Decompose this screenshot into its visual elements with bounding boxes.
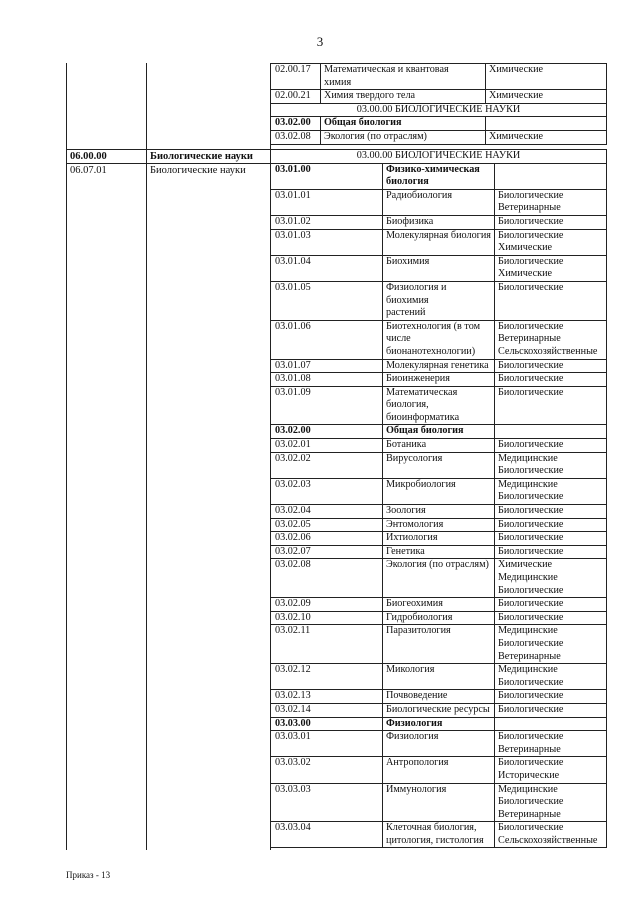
cell-text: Химические [498,268,553,280]
cell-text: Биологические [498,320,564,332]
specialty-code: 03.02.13 [271,690,383,704]
specialty-code: 03.02.09 [271,598,383,612]
cell-text: Биологические [498,189,564,201]
cell-text: Исторические [498,769,560,781]
table-row [271,690,607,704]
table-row [271,373,607,387]
cell-text: Антропология [386,757,449,769]
science-branch [495,163,607,189]
cell-text: Биологические [498,505,564,517]
cell-text: Биологические [498,703,564,715]
specialty-code: 03.01.00 [271,163,383,189]
specialty-code: 03.03.03 [271,783,383,822]
specialty-name [383,518,495,532]
specialty-code: 03.01.08 [271,373,383,387]
specialty-name [383,690,495,704]
cell-text: Биологические [498,518,564,530]
science-branch [486,117,607,131]
specialty-name [383,320,495,359]
specialty-code: 03.02.10 [271,611,383,625]
specialty-code: 03.03.04 [271,822,383,848]
cell-text: Биологические [498,491,564,503]
cell-text: Биологические [498,822,564,834]
specialty-code: 02.00.17 [271,64,321,90]
specialty-name [383,505,495,519]
specialty-name [383,717,495,731]
table-row [271,559,607,598]
cell-text: цитология, гистология [386,834,484,846]
cell-text: Химические [498,559,553,571]
specialty-name [383,359,495,373]
science-branch [495,690,607,704]
cell-text: Биологические [498,731,564,743]
specialty-code: 03.02.00 [271,425,383,439]
specialty-name [321,130,486,144]
table-row [271,439,607,453]
cell-text: Биологические [498,796,564,808]
science-branch [495,559,607,598]
table-row [271,545,607,559]
cell-text: Биогеохимия [386,598,443,610]
document-table [66,63,607,850]
science-branch [495,518,607,532]
specialty-code: 03.01.06 [271,320,383,359]
table-row [271,386,607,425]
science-branch [495,452,607,478]
cell-text: Физиология и биохимия [386,281,447,306]
science-branch [486,130,607,144]
cell-text: Микробиология [386,478,456,490]
specialty-name [321,90,486,104]
science-branch [495,229,607,255]
cell-text: химия [324,76,352,88]
specialty-code: 02.00.21 [271,90,321,104]
cell-text: Почвоведение [386,690,448,702]
cell-text: растений [386,307,426,319]
table-row [271,64,607,90]
specialty-name [383,559,495,598]
cell-text: Биологические [498,757,564,769]
specialty-name [383,625,495,664]
specialty-code: 03.02.06 [271,532,383,546]
science-branch [495,532,607,546]
specialty-code: 03.02.08 [271,559,383,598]
specialty-name [383,664,495,690]
section-title: 03.00.00 БИОЛОГИЧЕСКИЕ НАУКИ [271,103,607,117]
cell-text: Сельскохозяйственные [498,834,598,846]
row-title: Биологические науки [150,165,246,176]
table-row [271,359,607,373]
row-title: Биологические науки [150,151,253,162]
cell-text: Вирусология [386,452,443,464]
specialty-name [383,281,495,320]
specialty-name [383,373,495,387]
cell-text: Химия твердого тела [324,90,416,102]
specialty-code: 03.03.01 [271,731,383,757]
cell-text: Биологические [498,386,564,398]
group-row [271,425,607,439]
science-branch [495,611,607,625]
cell-text: Экология (по отраслям) [324,130,427,142]
cell-text: Экология (по отраслям) [386,559,489,571]
specialty-code: 03.02.00 [271,117,321,131]
cell-text: Химические [489,64,544,75]
specialty-code: 03.01.09 [271,386,383,425]
cell-text: Ветеринарные [498,650,561,662]
table-row [271,215,607,229]
table-row [271,611,607,625]
cell-text: Медицинские [498,572,558,583]
specialty-code: 03.02.05 [271,518,383,532]
specialty-name [383,386,495,425]
science-branch [495,703,607,717]
specialty-code: 03.03.00 [271,717,383,731]
cell-text: Медицинские [498,783,558,795]
specialty-name [383,757,495,783]
group-row [271,163,607,189]
cell-text: Энтомология [386,518,444,530]
section-row [271,103,607,117]
table-row [271,664,607,690]
science-branch [495,717,607,731]
table-row [271,229,607,255]
cell-text: Ветеринарные [498,743,561,755]
cell-text: Биологические [498,281,564,293]
top-table [270,63,607,145]
cell-text: Математическая и квантовая [324,64,449,75]
science-branch [495,757,607,783]
science-branch [486,90,607,104]
row-code: 06.00.00 [70,151,107,162]
cell-text: Биологические [498,598,564,610]
science-branch [495,598,607,612]
specialty-name [321,117,486,131]
cell-text: Биологические [498,359,564,371]
specialty-code: 03.01.02 [271,215,383,229]
specialty-name [383,425,495,439]
science-branch [495,215,607,229]
cell-text: Ветеринарные [498,202,561,214]
main-table [270,149,607,848]
cell-text: Биологические [498,545,564,557]
cell-text: Ветеринарные [498,333,561,345]
cell-text: Математическая биология, [386,386,458,411]
cell-text: Общая биология [386,425,464,437]
specialty-name [383,163,495,189]
section-title: 03.00.00 БИОЛОГИЧЕСКИЕ НАУКИ [271,150,607,164]
footer-note: Приказ - 13 [66,870,111,880]
section-row [271,150,607,164]
cell-text: Ботаника [386,439,427,451]
science-branch [486,64,607,90]
specialty-code: 03.01.04 [271,255,383,281]
specialty-name [383,822,495,848]
specialty-name [383,611,495,625]
specialty-name [321,64,486,90]
row-divider [66,149,270,150]
cell-text: Биологические [498,637,564,649]
specialty-code: 03.02.04 [271,505,383,519]
cell-text: Биологические [498,373,564,385]
cell-text: Химические [489,90,544,102]
table-row [271,452,607,478]
specialty-name [383,255,495,281]
cell-text: Биологические [498,229,564,241]
specialty-code: 03.02.11 [271,625,383,664]
specialty-name [383,189,495,215]
cell-text: Биологические [498,439,564,451]
cell-text: Биологические [498,465,564,477]
science-branch [495,320,607,359]
cell-text: Химические [489,130,544,142]
specialty-code: 03.01.01 [271,189,383,215]
specialty-name [383,439,495,453]
specialty-code: 03.01.07 [271,359,383,373]
group-row [271,117,607,131]
science-branch [495,822,607,848]
table-row [271,598,607,612]
science-branch [495,359,607,373]
table-row [271,757,607,783]
cell-text: Молекулярная генетика [386,359,489,371]
cell-text: Биотехнология (в том числе [386,320,481,345]
science-branch [495,439,607,453]
science-branch [495,664,607,690]
cell-text: Биологические ресурсы [386,703,490,715]
left-border [66,63,67,850]
specialty-code: 03.01.03 [271,229,383,255]
specialty-name [383,532,495,546]
science-branch [495,731,607,757]
cell-text: Биоинженерия [386,373,450,385]
cell-text: биоинформатика [386,411,460,423]
specialty-code: 03.02.02 [271,452,383,478]
table-row [271,281,607,320]
science-branch [495,505,607,519]
column-divider [146,63,147,850]
cell-text: Иммунология [386,783,447,795]
table-row [271,189,607,215]
science-branch [495,625,607,664]
cell-text: Генетика [386,545,425,557]
cell-text: Ихтиология [386,532,438,544]
science-branch [495,281,607,320]
cell-text: Биофизика [386,215,434,227]
specialty-code: 03.02.07 [271,545,383,559]
cell-text: бионанотехнологии) [386,345,476,357]
science-branch [495,783,607,822]
science-branch [495,386,607,425]
table-row [271,130,607,144]
page-number: 3 [316,34,324,49]
specialty-name [383,229,495,255]
specialty-code: 03.02.08 [271,130,321,144]
cell-text: Физиология [386,717,443,729]
cell-text: Биологические [498,255,564,267]
specialty-name [383,731,495,757]
cell-text: Паразитология [386,625,451,637]
table-row [271,783,607,822]
cell-text: Ветеринарные [498,808,561,820]
specialty-name [383,452,495,478]
cell-text: Биологические [498,215,564,227]
cell-text: Клеточная биология, [386,822,477,834]
table-row [271,478,607,504]
cell-text: Зоология [386,505,426,517]
science-branch [495,255,607,281]
specialty-code: 03.03.02 [271,757,383,783]
table-row [271,625,607,664]
specialty-name [383,783,495,822]
science-branch [495,545,607,559]
table-row [271,518,607,532]
table-row [271,703,607,717]
cell-text: Биологические [498,611,564,623]
specialty-code: 03.02.14 [271,703,383,717]
cell-text: Микология [386,664,435,676]
table-row [271,532,607,546]
specialty-name [383,545,495,559]
cell-text: Радиобиология [386,189,453,201]
table-row [271,731,607,757]
science-branch [495,373,607,387]
group-row [271,717,607,731]
specialty-code: 03.02.03 [271,478,383,504]
science-branch [495,478,607,504]
science-branch [495,425,607,439]
cell-text: Физико-химическая биология [386,163,480,188]
cell-text: Биологические [498,690,564,702]
cell-text: Медицинские [498,664,558,676]
cell-text: Медицинские [498,625,558,637]
specialty-name [383,215,495,229]
cell-text: Молекулярная биология [386,229,491,241]
row-code: 06.07.01 [70,165,107,176]
table-row [271,320,607,359]
table-row [271,255,607,281]
cell-text: Медицинские [498,452,558,464]
table-row [271,822,607,848]
cell-text: Биологические [498,584,564,596]
cell-text: Гидробиология [386,611,453,623]
specialty-code: 03.02.01 [271,439,383,453]
cell-text: Общая биология [324,117,402,129]
cell-text: Биологические [498,532,564,544]
cell-text: Биохимия [386,255,430,267]
cell-text: Сельскохозяйственные [498,345,598,357]
row-divider [66,163,270,164]
specialty-name [383,478,495,504]
specialty-code: 03.02.12 [271,664,383,690]
specialty-name [383,598,495,612]
science-branch [495,189,607,215]
table-row [271,90,607,104]
cell-text: Биологические [498,676,564,688]
specialty-name [383,703,495,717]
cell-text: Физиология [386,731,439,743]
cell-text: Медицинские [498,478,558,490]
table-row [271,505,607,519]
cell-text: Химические [498,242,553,254]
specialty-code: 03.01.05 [271,281,383,320]
